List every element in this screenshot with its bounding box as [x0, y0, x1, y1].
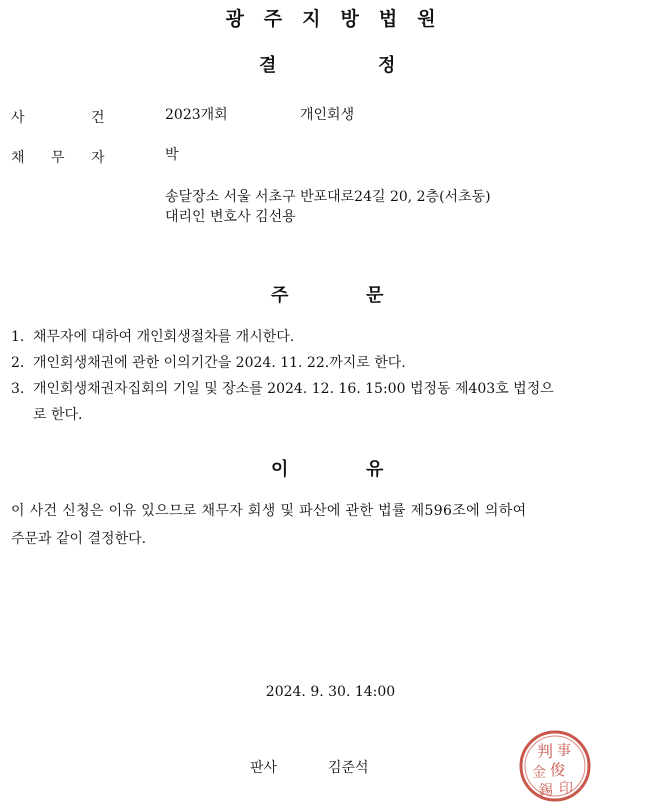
order-item-text: 채무자에 대하여 개인회생절차를 개시한다.: [33, 329, 295, 345]
seal-stamp-icon: [515, 727, 595, 805]
svg-text:俊: 俊: [550, 761, 566, 779]
debtor-label-char: 자: [91, 150, 105, 166]
judge-title: 판사: [250, 760, 278, 776]
order-item-text: 개인회생채권에 관한 이의기간을 2024. 11. 22.까지로 한다.: [33, 355, 406, 371]
court-name: 광주지방법원: [225, 8, 456, 30]
svg-text:印: 印: [559, 781, 573, 797]
order-item-text: 개인회생채권자집회의 기일 및 장소를 2024. 12. 16. 15:00 법정동 제403호 법정으: [33, 381, 554, 397]
agent-line: 대리인 변호사 김선용: [165, 209, 296, 225]
svg-text:事: 事: [557, 743, 571, 759]
doc-title-right: 정: [378, 55, 396, 76]
case-type: 개인회생: [300, 107, 355, 123]
order-item-number: 2.: [11, 355, 25, 371]
debtor-name: 박: [165, 147, 179, 163]
doc-title-left: 결: [259, 55, 277, 76]
debtor-label-char: 채: [11, 150, 25, 166]
decision-date: 2024. 9. 30. 14:00: [265, 684, 396, 700]
case-label-char: 사: [11, 110, 25, 126]
reason-text-line: 주문과 같이 결정한다.: [11, 531, 147, 547]
svg-text:金: 金: [532, 765, 546, 781]
order-item: [11, 326, 294, 348]
order-item: [11, 378, 554, 400]
order-item-number: 1.: [11, 329, 25, 345]
svg-text:錫: 錫: [539, 783, 553, 799]
reason-heading-right: 유: [366, 459, 384, 480]
svg-text:判: 判: [537, 742, 554, 761]
case-number: 2023개회: [165, 107, 228, 123]
judge-name: 김준석: [328, 760, 369, 776]
case-label-char: 건: [91, 110, 105, 126]
reason-heading-left: 이: [271, 459, 289, 480]
reason-text-line: 이 사건 신청은 이유 있으므로 채무자 회생 및 파산에 관한 법률 제596조에 의하여: [11, 503, 527, 519]
order-heading-left: 주: [271, 285, 289, 306]
order-item-number: 3.: [11, 381, 25, 397]
service-address: 송달장소 서울 서초구 반포대로24길 20, 2층(서초동): [165, 189, 491, 205]
debtor-label-char: 무: [51, 150, 65, 166]
order-item-continuation: 로 한다.: [33, 407, 83, 423]
order-heading-right: 문: [366, 285, 384, 306]
order-item: [11, 352, 406, 374]
judge-seal: [515, 727, 595, 805]
